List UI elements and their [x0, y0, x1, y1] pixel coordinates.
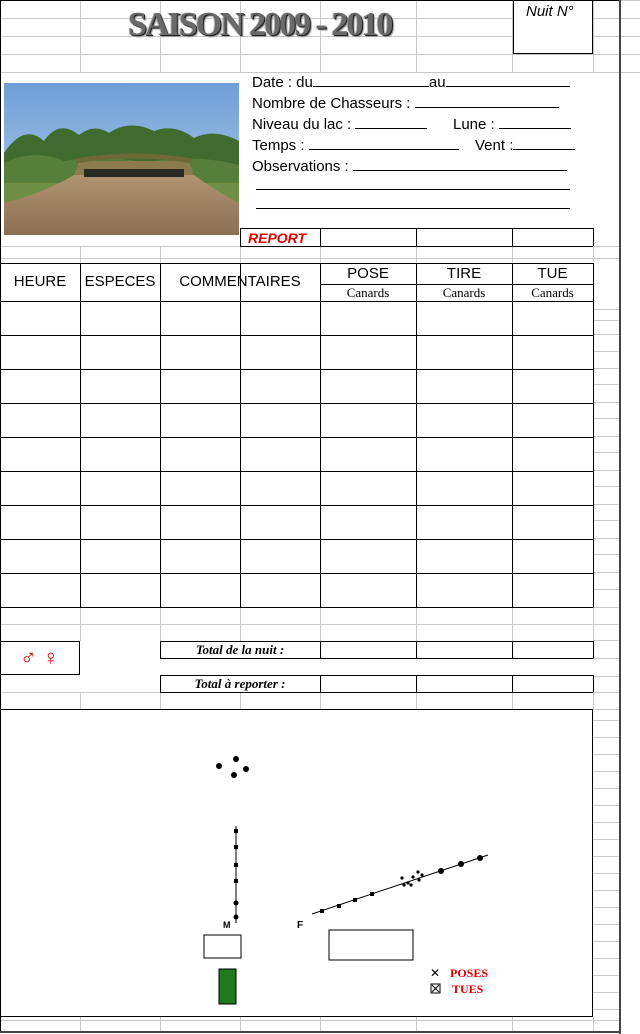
cell-commentaires[interactable] [160, 404, 320, 437]
cell-commentaires[interactable] [160, 506, 320, 539]
cell-heure[interactable] [0, 370, 80, 403]
decoy-dot [233, 756, 239, 762]
cell-especes[interactable] [80, 472, 160, 505]
cell-pose[interactable] [320, 438, 416, 471]
blind-marker [219, 969, 236, 1004]
label-m: M [223, 920, 231, 930]
date-field[interactable] [252, 74, 570, 91]
sub-tue-canards: Canards [531, 285, 574, 300]
observations-line-2[interactable] [256, 208, 570, 209]
cell-especes[interactable] [80, 302, 160, 335]
cell-especes[interactable] [80, 438, 160, 471]
cell-especes[interactable] [80, 404, 160, 437]
season-title: SAISON 2009 - 2010 [128, 6, 392, 43]
col-tire: TIRE [446, 265, 482, 282]
cell-especes[interactable] [80, 574, 160, 607]
cell-commentaires[interactable] [160, 370, 320, 403]
weather-label: Temps : [252, 137, 305, 154]
cell-tire[interactable] [416, 370, 512, 403]
night-number-label: Nuit N° [526, 3, 574, 20]
cell-pose[interactable] [320, 370, 416, 403]
col-tue: TUE [537, 265, 568, 282]
label-f: F [297, 920, 304, 931]
cell-especes[interactable] [80, 540, 160, 573]
date-label: Date : du [252, 74, 313, 91]
cell-tue[interactable] [512, 438, 593, 471]
cell-commentaires[interactable] [160, 472, 320, 505]
observations-label: Observations : [252, 158, 349, 175]
gender-symbols: ♂ ♀ [20, 645, 60, 670]
col-especes: ESPECES [84, 273, 156, 290]
cell-commentaires[interactable] [160, 302, 320, 335]
cell-heure[interactable] [0, 302, 80, 335]
cross-icon: ✕ [430, 966, 441, 980]
night-total-label: Total de la nuit : [195, 642, 285, 657]
cell-commentaires[interactable] [160, 574, 320, 607]
cell-heure[interactable] [0, 506, 80, 539]
hut-box-large [329, 930, 413, 960]
cell-tire[interactable] [416, 472, 512, 505]
cell-tire[interactable] [416, 540, 512, 573]
cell-heure[interactable] [0, 404, 80, 437]
report-label: REPORT [248, 230, 307, 246]
cell-pose[interactable] [320, 506, 416, 539]
cell-especes[interactable] [80, 370, 160, 403]
cell-pose[interactable] [320, 472, 416, 505]
cell-pose[interactable] [320, 336, 416, 369]
cell-tue[interactable] [512, 302, 593, 335]
cell-pose[interactable] [320, 302, 416, 335]
observations-field[interactable] [252, 158, 567, 175]
hut-box-small [204, 935, 241, 958]
decoy-dot [231, 772, 237, 778]
lake-level-label: Niveau du lac : [252, 116, 352, 133]
cell-pose[interactable] [320, 404, 416, 437]
cell-tue[interactable] [512, 574, 593, 607]
decoy-diagram [0, 709, 593, 1017]
wind-label: Vent : [475, 137, 514, 154]
cell-commentaires[interactable] [160, 540, 320, 573]
hunters-field[interactable] [252, 95, 559, 112]
hunters-label: Nombre de Chasseurs : [252, 95, 411, 112]
moon-field[interactable] [453, 116, 571, 133]
cell-heure[interactable] [0, 336, 80, 369]
cell-tue[interactable] [512, 404, 593, 437]
cell-tue[interactable] [512, 370, 593, 403]
moon-label: Lune : [453, 116, 495, 133]
date-to-label: au [428, 74, 446, 91]
carry-total-label: Total à reporter : [194, 676, 286, 691]
decoy-dot [243, 766, 249, 772]
legend-poses: POSES [450, 966, 489, 980]
legend-tues: TUES [452, 982, 484, 996]
col-commentaires: COMMENTAIRES [179, 273, 301, 290]
cell-especes[interactable] [80, 336, 160, 369]
cell-tire[interactable] [416, 302, 512, 335]
cell-commentaires[interactable] [160, 438, 320, 471]
cell-pose[interactable] [320, 574, 416, 607]
cell-tire[interactable] [416, 336, 512, 369]
sub-pose-canards: Canards [346, 285, 390, 300]
cell-tire[interactable] [416, 404, 512, 437]
cell-heure[interactable] [0, 438, 80, 471]
decoy-dot [216, 763, 222, 769]
cell-tire[interactable] [416, 438, 512, 471]
sub-tire-canards: Canards [442, 285, 486, 300]
cell-tire[interactable] [416, 506, 512, 539]
cell-commentaires[interactable] [160, 336, 320, 369]
wind-field[interactable] [475, 137, 575, 154]
cell-tue[interactable] [512, 540, 593, 573]
cell-tue[interactable] [512, 336, 593, 369]
cell-tire[interactable] [416, 574, 512, 607]
col-heure: HEURE [13, 273, 67, 290]
cell-heure[interactable] [0, 540, 80, 573]
cell-heure[interactable] [0, 574, 80, 607]
lake-level-field[interactable] [252, 116, 427, 133]
cell-especes[interactable] [80, 506, 160, 539]
blind-photo [4, 83, 239, 235]
cell-heure[interactable] [0, 472, 80, 505]
col-pose: POSE [347, 265, 389, 282]
cell-tue[interactable] [512, 506, 593, 539]
cell-tue[interactable] [512, 472, 593, 505]
weather-field[interactable] [252, 137, 459, 154]
observations-line-1[interactable] [256, 189, 570, 190]
cell-pose[interactable] [320, 540, 416, 573]
